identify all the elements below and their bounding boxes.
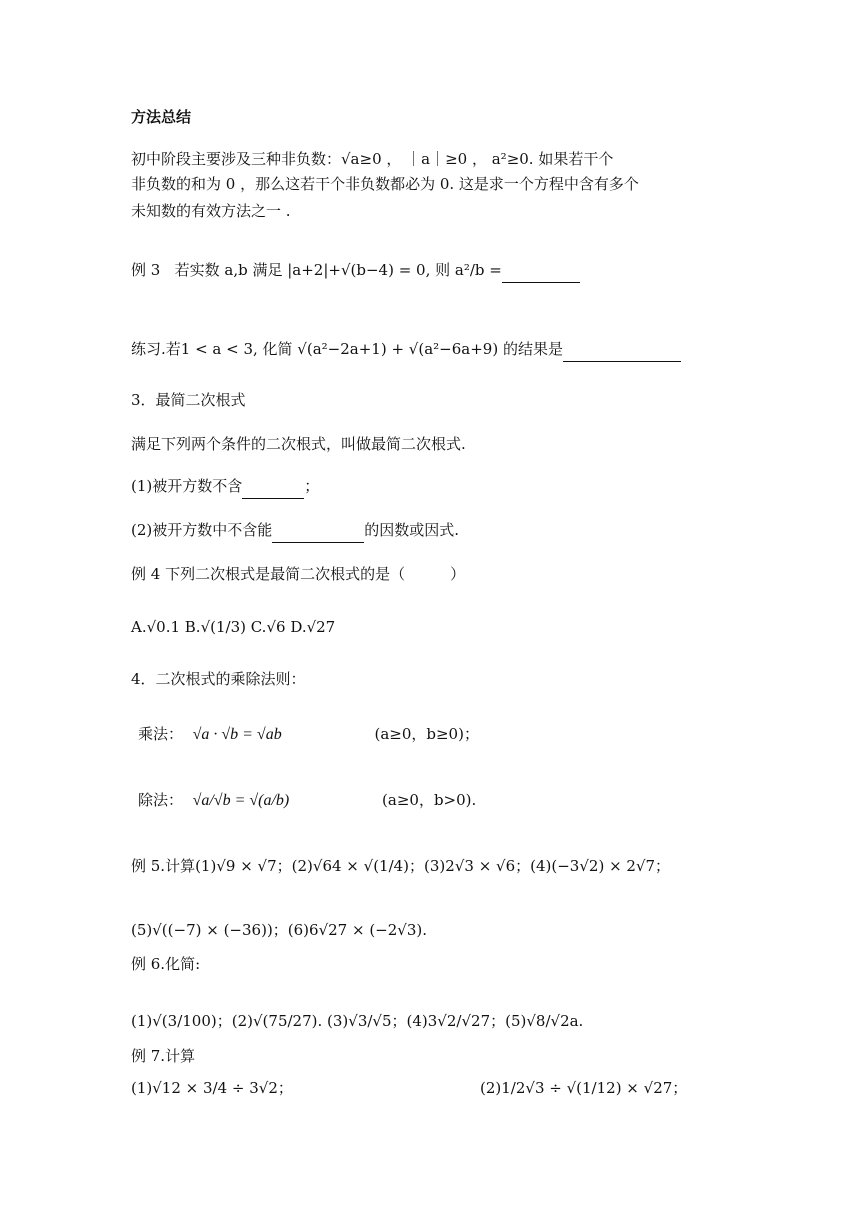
practice <box>131 336 681 362</box>
example-4: 例 4 下列二次根式是最简二次根式的是（ ） <box>131 565 466 583</box>
answer-blank <box>272 542 364 543</box>
section-4-heading: 4．二次根式的乘除法则： <box>131 670 306 688</box>
division-condition: (a≥0，b>0). <box>382 791 477 809</box>
multiplication-rule <box>138 721 479 748</box>
condition-1 <box>131 473 319 499</box>
condition-2 <box>131 517 459 543</box>
condition-2-text: (2)被开方数中不含能 <box>131 521 273 539</box>
example-7-label: 例 7.计算 <box>131 1047 196 1065</box>
division-label: 除法： <box>138 791 184 809</box>
multiplication-condition: (a≥0，b≥0)； <box>374 725 479 743</box>
section-3-definition: 满足下列两个条件的二次根式，叫做最简二次根式. <box>131 435 466 453</box>
example-3-label: 例 3 <box>131 261 161 279</box>
section-3-heading: 3．最简二次根式 <box>131 391 246 409</box>
division-formula: √a/√b = √(a/b) <box>192 792 290 809</box>
division-rule <box>138 787 476 814</box>
example-6-label: 例 6.化简: <box>131 955 201 973</box>
answer-blank <box>242 498 304 499</box>
method-line-1: 初中阶段主要涉及三种非负数：√a≥0 ， ｜a｜≥0 ， a²≥0. 如果若干个 <box>131 150 614 168</box>
method-line-3: 未知数的有效方法之一 . <box>131 202 291 220</box>
practice-text: 练习.若1 < a < 3, 化简 √(a²−2a+1) + √(a²−6a+9) 的结果是 <box>131 340 563 358</box>
example-3 <box>131 257 580 283</box>
condition-1-end: ； <box>304 477 320 495</box>
example-5-line-1: 例 5.计算(1)√9 × √7；(2)√64 × √(1/4)；(3)2√3 × √6；(4)(−3√2) × 2√7； <box>131 857 671 875</box>
answer-blank <box>563 361 681 362</box>
example-7-item-2: (2)1/2√3 ÷ √(1/12) × √27； <box>480 1079 688 1097</box>
example-4-options: A.√0.1 B.√(1/3) C.√6 D.√27 <box>131 618 336 636</box>
example-5-line-2: (5)√((−7) × (−36))；(6)6√27 × (−2√3). <box>131 921 428 939</box>
answer-blank <box>502 282 580 283</box>
example-7-item-1: (1)√12 × 3/4 ÷ 3√2； <box>131 1079 293 1097</box>
method-line-2: 非负数的和为 0 ，那么这若干个非负数都必为 0. 这是求一个方程中含有多个 <box>131 175 639 193</box>
method-heading: 方法总结 <box>131 108 192 126</box>
multiplication-formula: √a · √b = √ab <box>192 726 282 743</box>
condition-1-text: (1)被开方数不含 <box>131 477 243 495</box>
example-3-text: 若实数 a,b 满足 |a+2|+√(b−4) = 0, 则 a²/b = <box>174 261 502 279</box>
multiplication-label: 乘法： <box>138 725 184 743</box>
example-6-items: (1)√(3/100)；(2)√(75/27). (3)√3/√5；(4)3√2/√27；(5)√8/√2a. <box>131 1012 584 1030</box>
condition-2-end: 的因数或因式. <box>364 521 460 539</box>
